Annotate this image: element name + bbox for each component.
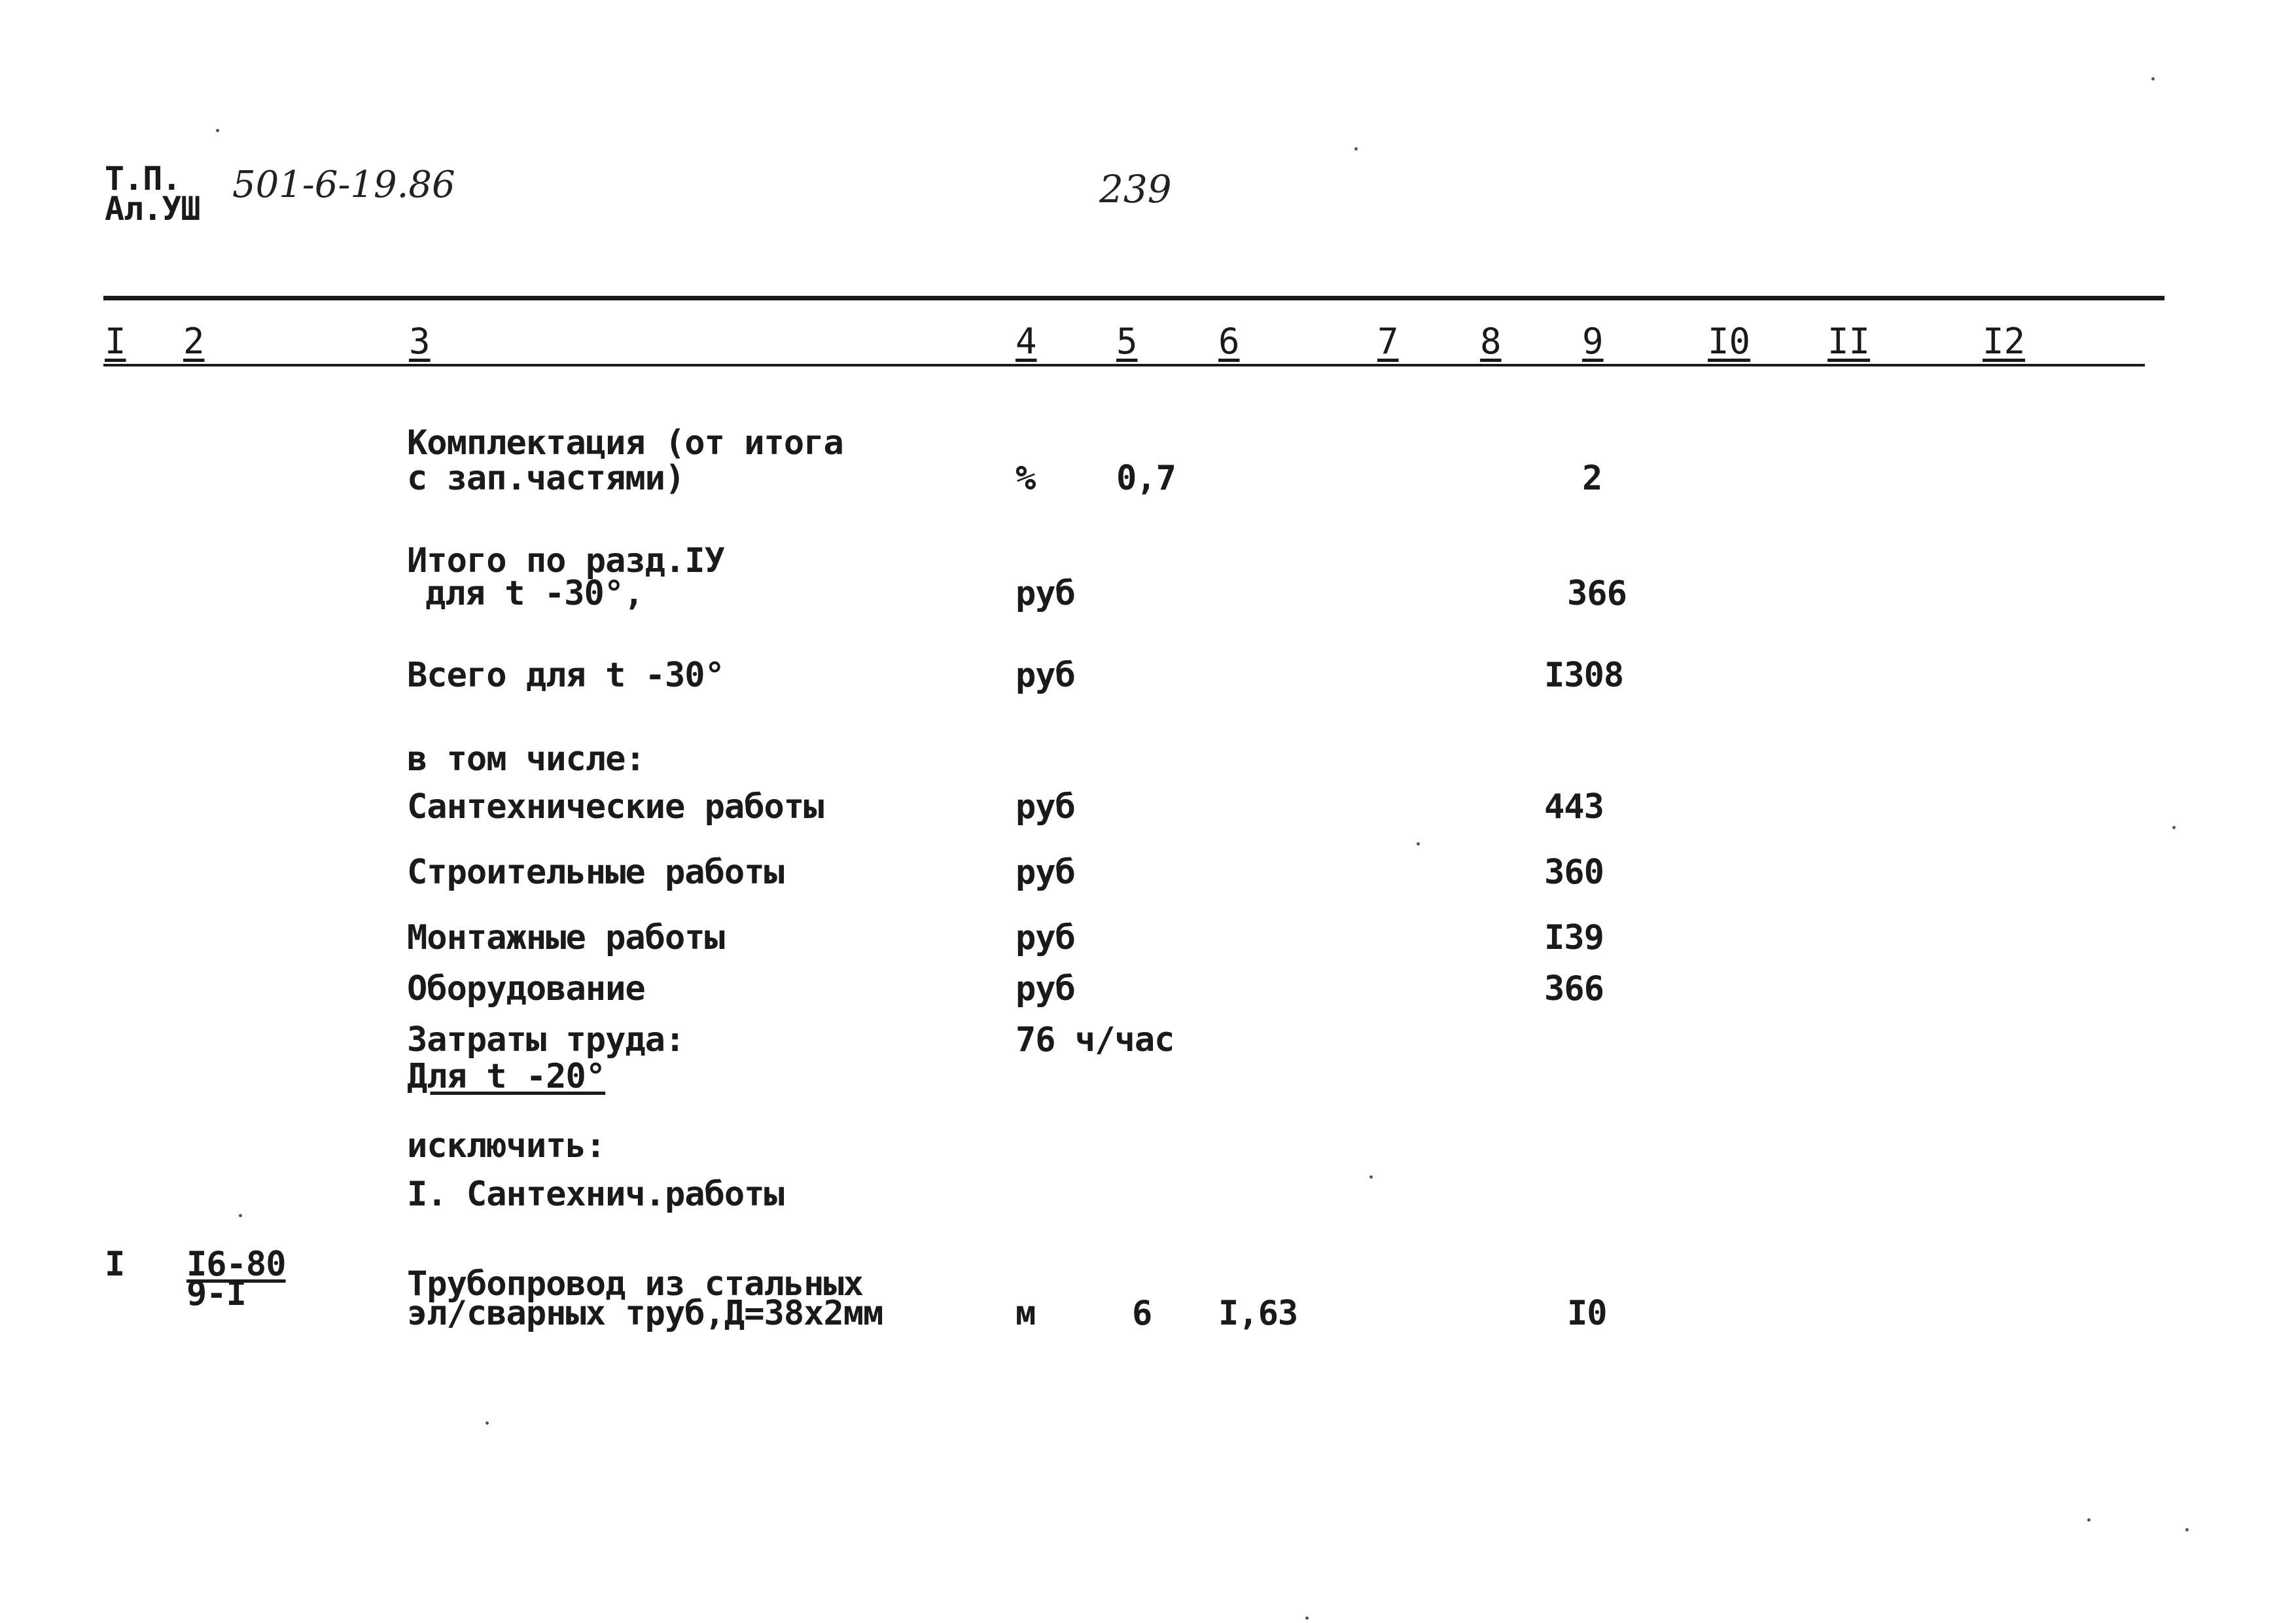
scan-speck xyxy=(2087,1518,2091,1522)
col-header-2: 2 xyxy=(183,321,205,362)
item-total: 366 xyxy=(1567,574,1627,613)
item-unit: 76 ч/час xyxy=(1016,1020,1174,1060)
scan-speck xyxy=(2172,826,2176,829)
item-code-line2: 9-I xyxy=(186,1274,246,1313)
section-label: исключить: xyxy=(407,1126,606,1166)
col-header-8: 8 xyxy=(1480,321,1502,362)
item-unit: руб xyxy=(1016,853,1075,892)
scan-speck xyxy=(1305,1616,1309,1620)
item-unit: м xyxy=(1016,1294,1036,1333)
subsection-label: Для t -20° xyxy=(407,1057,606,1096)
item-unit: руб xyxy=(1016,787,1075,827)
item-name-line2: с зап.частями) xyxy=(407,459,685,498)
scan-speck xyxy=(1417,842,1420,846)
item-total: I308 xyxy=(1544,656,1624,695)
item-name-line2: для t -30°, xyxy=(425,574,644,613)
item-name: Затраты труда: xyxy=(407,1020,685,1060)
item-total: 360 xyxy=(1544,853,1604,892)
item-qty: 0,7 xyxy=(1116,459,1176,498)
scan-speck xyxy=(1369,1175,1373,1179)
item-code-line1: I6-80 xyxy=(186,1245,286,1284)
col-header-6: 6 xyxy=(1218,321,1240,362)
scan-speck xyxy=(239,1214,242,1217)
item-name: Всего для t -30° xyxy=(407,656,724,695)
col-header-7: 7 xyxy=(1377,321,1399,362)
item-name: Сантехнические работы xyxy=(407,787,824,827)
item-name: Строительные работы xyxy=(407,853,784,892)
table-top-rule xyxy=(103,296,2164,300)
item-unit: руб xyxy=(1016,969,1075,1008)
doc-code-line2: Ал.УШ xyxy=(105,190,200,228)
item-qty: 6 xyxy=(1132,1294,1152,1333)
item-total: 366 xyxy=(1544,969,1604,1008)
col-header-1: I xyxy=(105,321,126,362)
scan-speck xyxy=(2185,1528,2189,1531)
scan-speck xyxy=(2151,77,2155,80)
col-header-10: I0 xyxy=(1708,321,1751,362)
item-unit: руб xyxy=(1016,656,1075,695)
col-header-5: 5 xyxy=(1116,321,1138,362)
col-header-11: II xyxy=(1828,321,1871,362)
header-bottom-rule xyxy=(103,364,2145,366)
item-total: 2 xyxy=(1582,459,1602,498)
item-name-line1: Итого по разд.IУ xyxy=(407,541,724,580)
item-unit: руб xyxy=(1016,918,1075,957)
section-label: в том числе: xyxy=(407,740,645,779)
item-price: I,63 xyxy=(1218,1294,1298,1333)
item-total: I39 xyxy=(1544,918,1604,957)
item-name-line2: эл/сварных труб,Д=38х2мм xyxy=(407,1294,883,1333)
item-unit: % xyxy=(1016,459,1036,498)
col-header-4: 4 xyxy=(1016,321,1037,362)
item-total: I0 xyxy=(1567,1294,1607,1333)
item-name-line1: Трубопровод из стальных xyxy=(407,1264,864,1304)
item-total: 443 xyxy=(1544,787,1604,827)
section-label: I. Сантехнич.работы xyxy=(407,1175,784,1214)
item-name: Оборудование xyxy=(407,969,645,1008)
col-header-9: 9 xyxy=(1582,321,1604,362)
page-number: 239 xyxy=(1099,167,1172,211)
scan-speck xyxy=(1354,147,1358,151)
scan-speck xyxy=(486,1421,489,1425)
doc-code-line1: Т.П. xyxy=(105,160,181,198)
item-name-line1: Комплектация (от итога xyxy=(407,423,843,463)
project-number: 501-6-19.86 xyxy=(232,164,455,206)
col-header-12: I2 xyxy=(1983,321,2026,362)
col-header-3: 3 xyxy=(409,321,431,362)
item-position: I xyxy=(105,1245,125,1284)
item-name: Монтажные работы xyxy=(407,918,724,957)
item-unit: руб xyxy=(1016,574,1075,613)
scan-speck xyxy=(216,129,219,132)
